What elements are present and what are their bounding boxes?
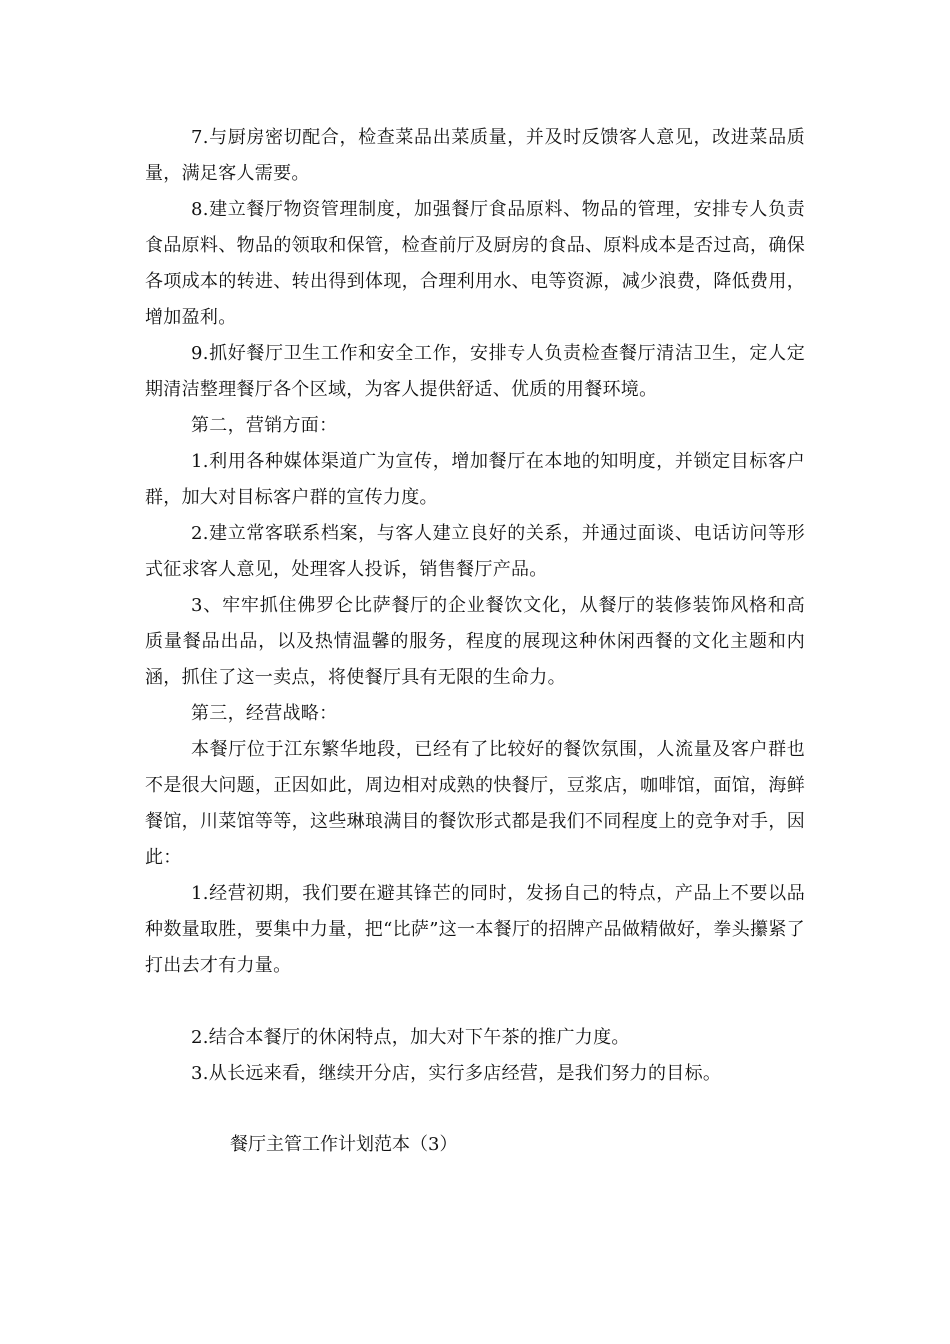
heading-strategy: 第三，经营战略： — [191, 703, 338, 724]
paragraph-hygiene-safety: 9.抓好餐厅卫生工作和安全工作，安排专人负责检查餐厅清洁卫生，定人定期清洁整理餐厅各个区域，为客人提供舒适、优质的用餐环境。 — [145, 343, 805, 400]
paragraph-afternoon-tea: 2.结合本餐厅的休闲特点，加大对下午茶的推广力度。 — [191, 1027, 630, 1048]
paragraph-early-stage: 1.经营初期，我们要在避其锋芒的同时，发扬自己的特点，产品上不要以品种数量取胜，要集中力量，把“比萨”这一本餐厅的招牌产品做精做好，拳头攥紧了打出去才有力量。 — [145, 883, 805, 976]
paragraph-materials-management: 8.建立餐厅物资管理制度，加强餐厅食品原料、物品的管理，安排专人负责食品原料、物品的领取和保管，检查前厅及厨房的食品、原料成本是否过高，确保各项成本的转进、转出得到体现，合理利用水、电等资源，减少浪费，降低费用，增加盈利。 — [145, 199, 805, 328]
paragraph-media-promotion: 1.利用各种媒体渠道广为宣传，增加餐厅在本地的知明度，并锁定目标客户群，加大对目标客户群的宣传力度。 — [145, 451, 805, 508]
paragraph-customer-files: 2.建立常客联系档案，与客人建立良好的关系，并通过面谈、电话访问等形式征求客人意见，处理客人投诉，销售餐厅产品。 — [145, 523, 805, 580]
heading-marketing: 第二，营销方面： — [191, 415, 338, 436]
section-title: 餐厅主管工作计划范本（3） — [230, 1134, 458, 1155]
paragraph-location: 本餐厅位于江东繁华地段，已经有了比较好的餐饮氛围，人流量及客户群也不是很大问题，正因如此，周边相对成熟的快餐厅，豆浆店，咖啡馆，面馆，海鲜餐馆，川菜馆等等，这些琳琅满目的餐饮形式都是我们不同程度上的竞争对手，因此： — [145, 739, 805, 868]
document-body — [145, 120, 805, 1092]
paragraph-kitchen-cooperation: 7.与厨房密切配合，检查菜品出菜质量，并及时反馈客人意见，改进菜品质量，满足客人需要。 — [145, 127, 805, 184]
paragraph-branch-expansion: 3.从长远来看，继续开分店，实行多店经营，是我们努力的目标。 — [191, 1063, 722, 1084]
paragraph-dining-culture: 3、牢牢抓住佛罗仑比萨餐厅的企业餐饮文化，从餐厅的装修装饰风格和高质量餐品出品，以及热情温馨的服务，程度的展现这种休闲西餐的文化主题和内涵，抓住了这一卖点，将使餐厅具有无限的生命力。 — [145, 595, 805, 688]
